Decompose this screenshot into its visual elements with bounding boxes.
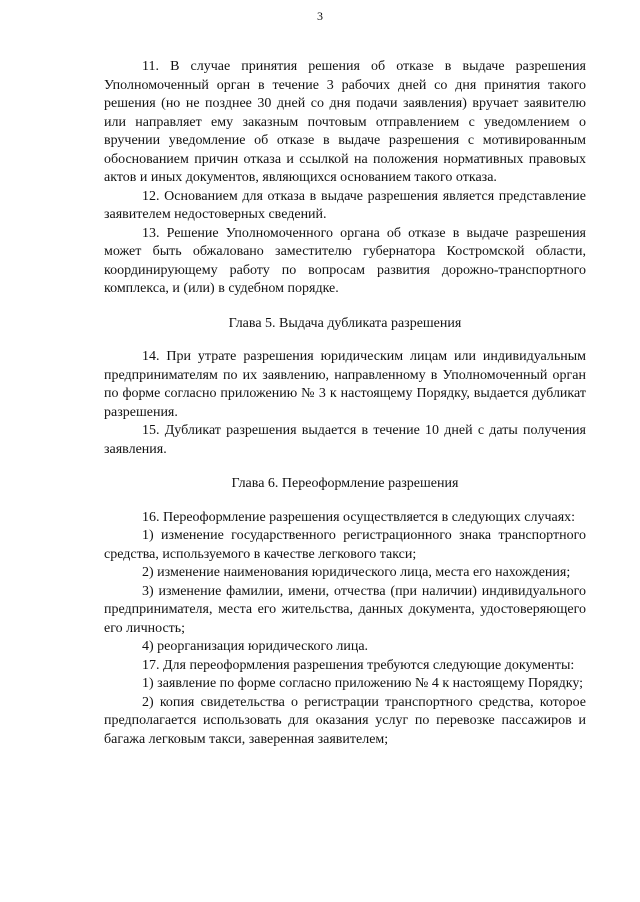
list-item-16-4: 4) реорганизация юридического лица. — [142, 639, 369, 654]
list-item-16-2: 2) изменение наименования юридического лица, места его нахождения; — [142, 565, 571, 580]
paragraph-16: 16. Переоформление разрешения осуществляется в следующих случаях: — [142, 509, 576, 525]
chapter-6-heading: Глава 6. Переоформление разрешения — [231, 476, 459, 491]
paragraph-13: 13. Решение Уполномоченного органа об отказе в выдаче разрешения может быть обжаловано заместителю губернатора Костромской области, координирующему работу по вопросам развития дорожно-транспортного комплекса, и (или) в судебном порядке. — [104, 225, 586, 296]
document-body — [104, 58, 586, 749]
paragraph-11: 11. В случае принятия решения об отказе в выдаче разрешения Уполномоченный орган в течение 3 рабочих дней со дня принятия такого решения (но не позднее 30 дней со дня подачи заявления) вручает заявителю или направляет ему заказным почтовым отправлением с уведомлением о вручении уведомление об отказе в выдаче разрешения с мотивированным обоснованием причин отказа и ссылкой на положения нормативных правовых актов и иных документов, являющихся основанием такого отказа. — [104, 59, 586, 185]
chapter-5-heading: Глава 5. Выдача дубликата разрешения — [228, 315, 462, 331]
list-item-16-1: 1) изменение государственного регистрационного знака транспортного средства, используемого в качестве легкового такси; — [104, 528, 586, 562]
paragraph-14: 14. При утрате разрешения юридическим лицам или индивидуальным предпринимателям по их заявлению, направленному в Уполномоченный орган по форме согласно приложению № 3 к настоящему Порядку, выдается дубликат разрешения. — [104, 349, 586, 420]
paragraph-12: 12. Основанием для отказа в выдаче разрешения является представление заявителем недостоверных сведений. — [104, 188, 586, 222]
list-item-17-2: 2) копия свидетельства о регистрации транспортного средства, которое предполагается использовать для оказания услуг по перевозке пассажиров и багажа легковым такси, заверенная заявителем; — [104, 694, 586, 747]
list-item-16-3: 3) изменение фамилии, имени, отчества (при наличии) индивидуального предпринимателя, места его жительства, данных документа, удостоверяющего его личность; — [104, 583, 586, 636]
list-item-17-1: 1) заявление по форме согласно приложению № 4 к настоящему Порядку; — [142, 676, 584, 691]
page-number: 3 — [317, 9, 323, 23]
paragraph-15: 15. Дубликат разрешения выдается в течение 10 дней с даты получения заявления. — [104, 423, 586, 457]
paragraph-17: 17. Для переоформления разрешения требуются следующие документы: — [142, 657, 575, 673]
